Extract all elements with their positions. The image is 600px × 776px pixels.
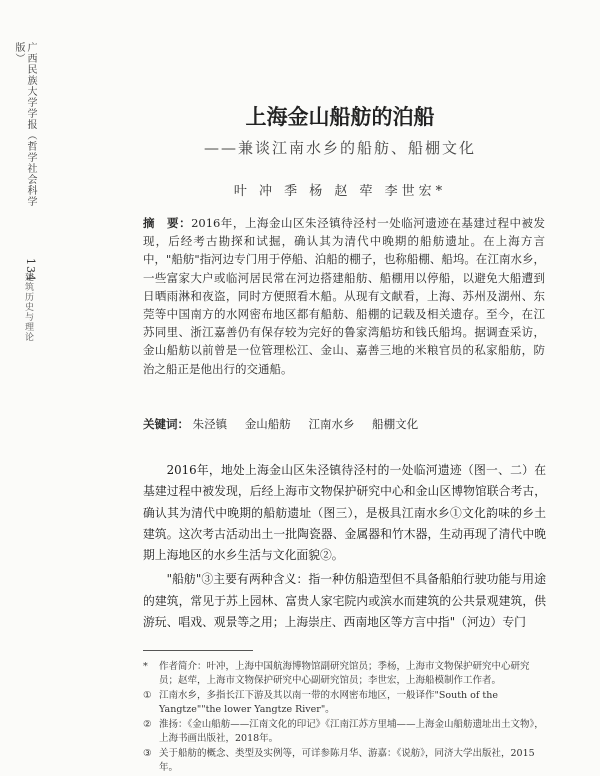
footnote xyxy=(143,718,546,746)
page-number: 134 xyxy=(24,258,37,282)
footnote xyxy=(143,689,546,717)
footnote xyxy=(143,747,546,775)
footnote-mark: ③ xyxy=(143,748,152,759)
keyword: 江南水乡 xyxy=(308,417,355,431)
journal-running-header: 广西民族大学学报（哲学社会科学版） xyxy=(13,42,36,207)
keywords-label: 关键词： xyxy=(143,417,189,431)
footnote-text: 关于船舫的概念、类型及实例等，可详参陈月华、游嘉：《说舫》，同济大学出版社，2015年。 xyxy=(159,748,535,773)
article-title: 上海金山船舫的泊船 xyxy=(245,105,435,129)
keyword: 朱泾镇 xyxy=(192,417,228,431)
abstract-text: 2016年，上海金山区朱泾镇待泾村一处临河遗迹在基建过程中被发现，后经考古勘探和试掘，确认其为清代中晚期的船舫遗址。在上海方言中，"船舫"指河边专门用于停船、泊船的棚子，也称船棚、船坞。在江南水乡，一些富家大户或临河居民常在河边搭建船舫、船棚用以停船，以避免大船遭到日晒雨淋和夜盗，同时方便照看木船。从现有文献看，上海、苏州及湖州、东莞等中国南方的水网密布地区都有船舫、船棚的记载及相关遗存。至今，在江苏同里、浙江嘉善仍有保存较为完好的鲁家湾船坊和钱氏船坞。据调查采访，金山船舫以前曾是一位管理松江、金山、嘉善三地的米粮官员的私家船舫，防治之船正是他出行的交通船。 xyxy=(143,216,546,376)
footnote-mark: * xyxy=(143,661,148,672)
keyword: 船棚文化 xyxy=(372,417,419,431)
abstract-label: 摘 要： xyxy=(143,216,192,230)
footnote xyxy=(143,660,546,688)
section-label: 建筑历史与理论 xyxy=(23,272,33,342)
footnote-text: 江南水乡，多指长江下游及其以南一带的水网密布地区，一般译作"South of the Yangtze""the lower Yangtze River"。 xyxy=(159,690,498,715)
footnote-mark: ① xyxy=(143,690,152,701)
footnotes xyxy=(143,660,546,776)
body-text xyxy=(143,460,546,636)
keyword: 金山船舫 xyxy=(244,417,291,431)
footnote-text: 作者简介：叶冲，上海中国航海博物馆副研究馆员；季杨，上海市文物保护研究中心研究员；赵荦，上海市文物保护研究中心副研究馆员；李世宏，上海船模制作工作者。 xyxy=(159,661,530,686)
keywords xyxy=(143,416,545,432)
article-subtitle: ——兼谈江南水乡的船舫、船棚文化 xyxy=(203,139,476,157)
body-paragraph: "船舫"③主要有两种含义：指一种仿船造型但不具备船舶行驶功能与用途的建筑，常见于苏上园林、富贵人家宅院内或滨水而建筑的公共景观建筑，供游玩、唱戏、观景等之用；上海崇庄、西南地区等方言中指"（河边）专门 xyxy=(143,572,546,630)
abstract xyxy=(143,214,545,378)
article-authors: 叶 冲 季 杨 赵 荦 李世宏* xyxy=(233,184,447,199)
body-paragraph: 2016年，地处上海金山区朱泾镇待泾村的一处临河遗迹（图一、二）在基建过程中被发现，后经上海市文物保护研究中心和金山区博物馆联合考古，确认其为清代中晚期的船舫遗址（图三），是极具江南水乡①文化韵味的乡土建筑。这次考古活动出土一批陶瓷器、金属器和竹木器，生动再现了清代中晚期上海地区的水乡生活与文化面貌②。 xyxy=(143,463,546,563)
footnote-mark: ② xyxy=(143,719,152,730)
footnote-text: 淮扬：《金山船舫——江南文化的印记》《江南江苏方里埔——上海金山船舫遗址出土文物》，上海书画出版社，2018年。 xyxy=(159,719,544,744)
footnote-divider xyxy=(143,650,253,651)
